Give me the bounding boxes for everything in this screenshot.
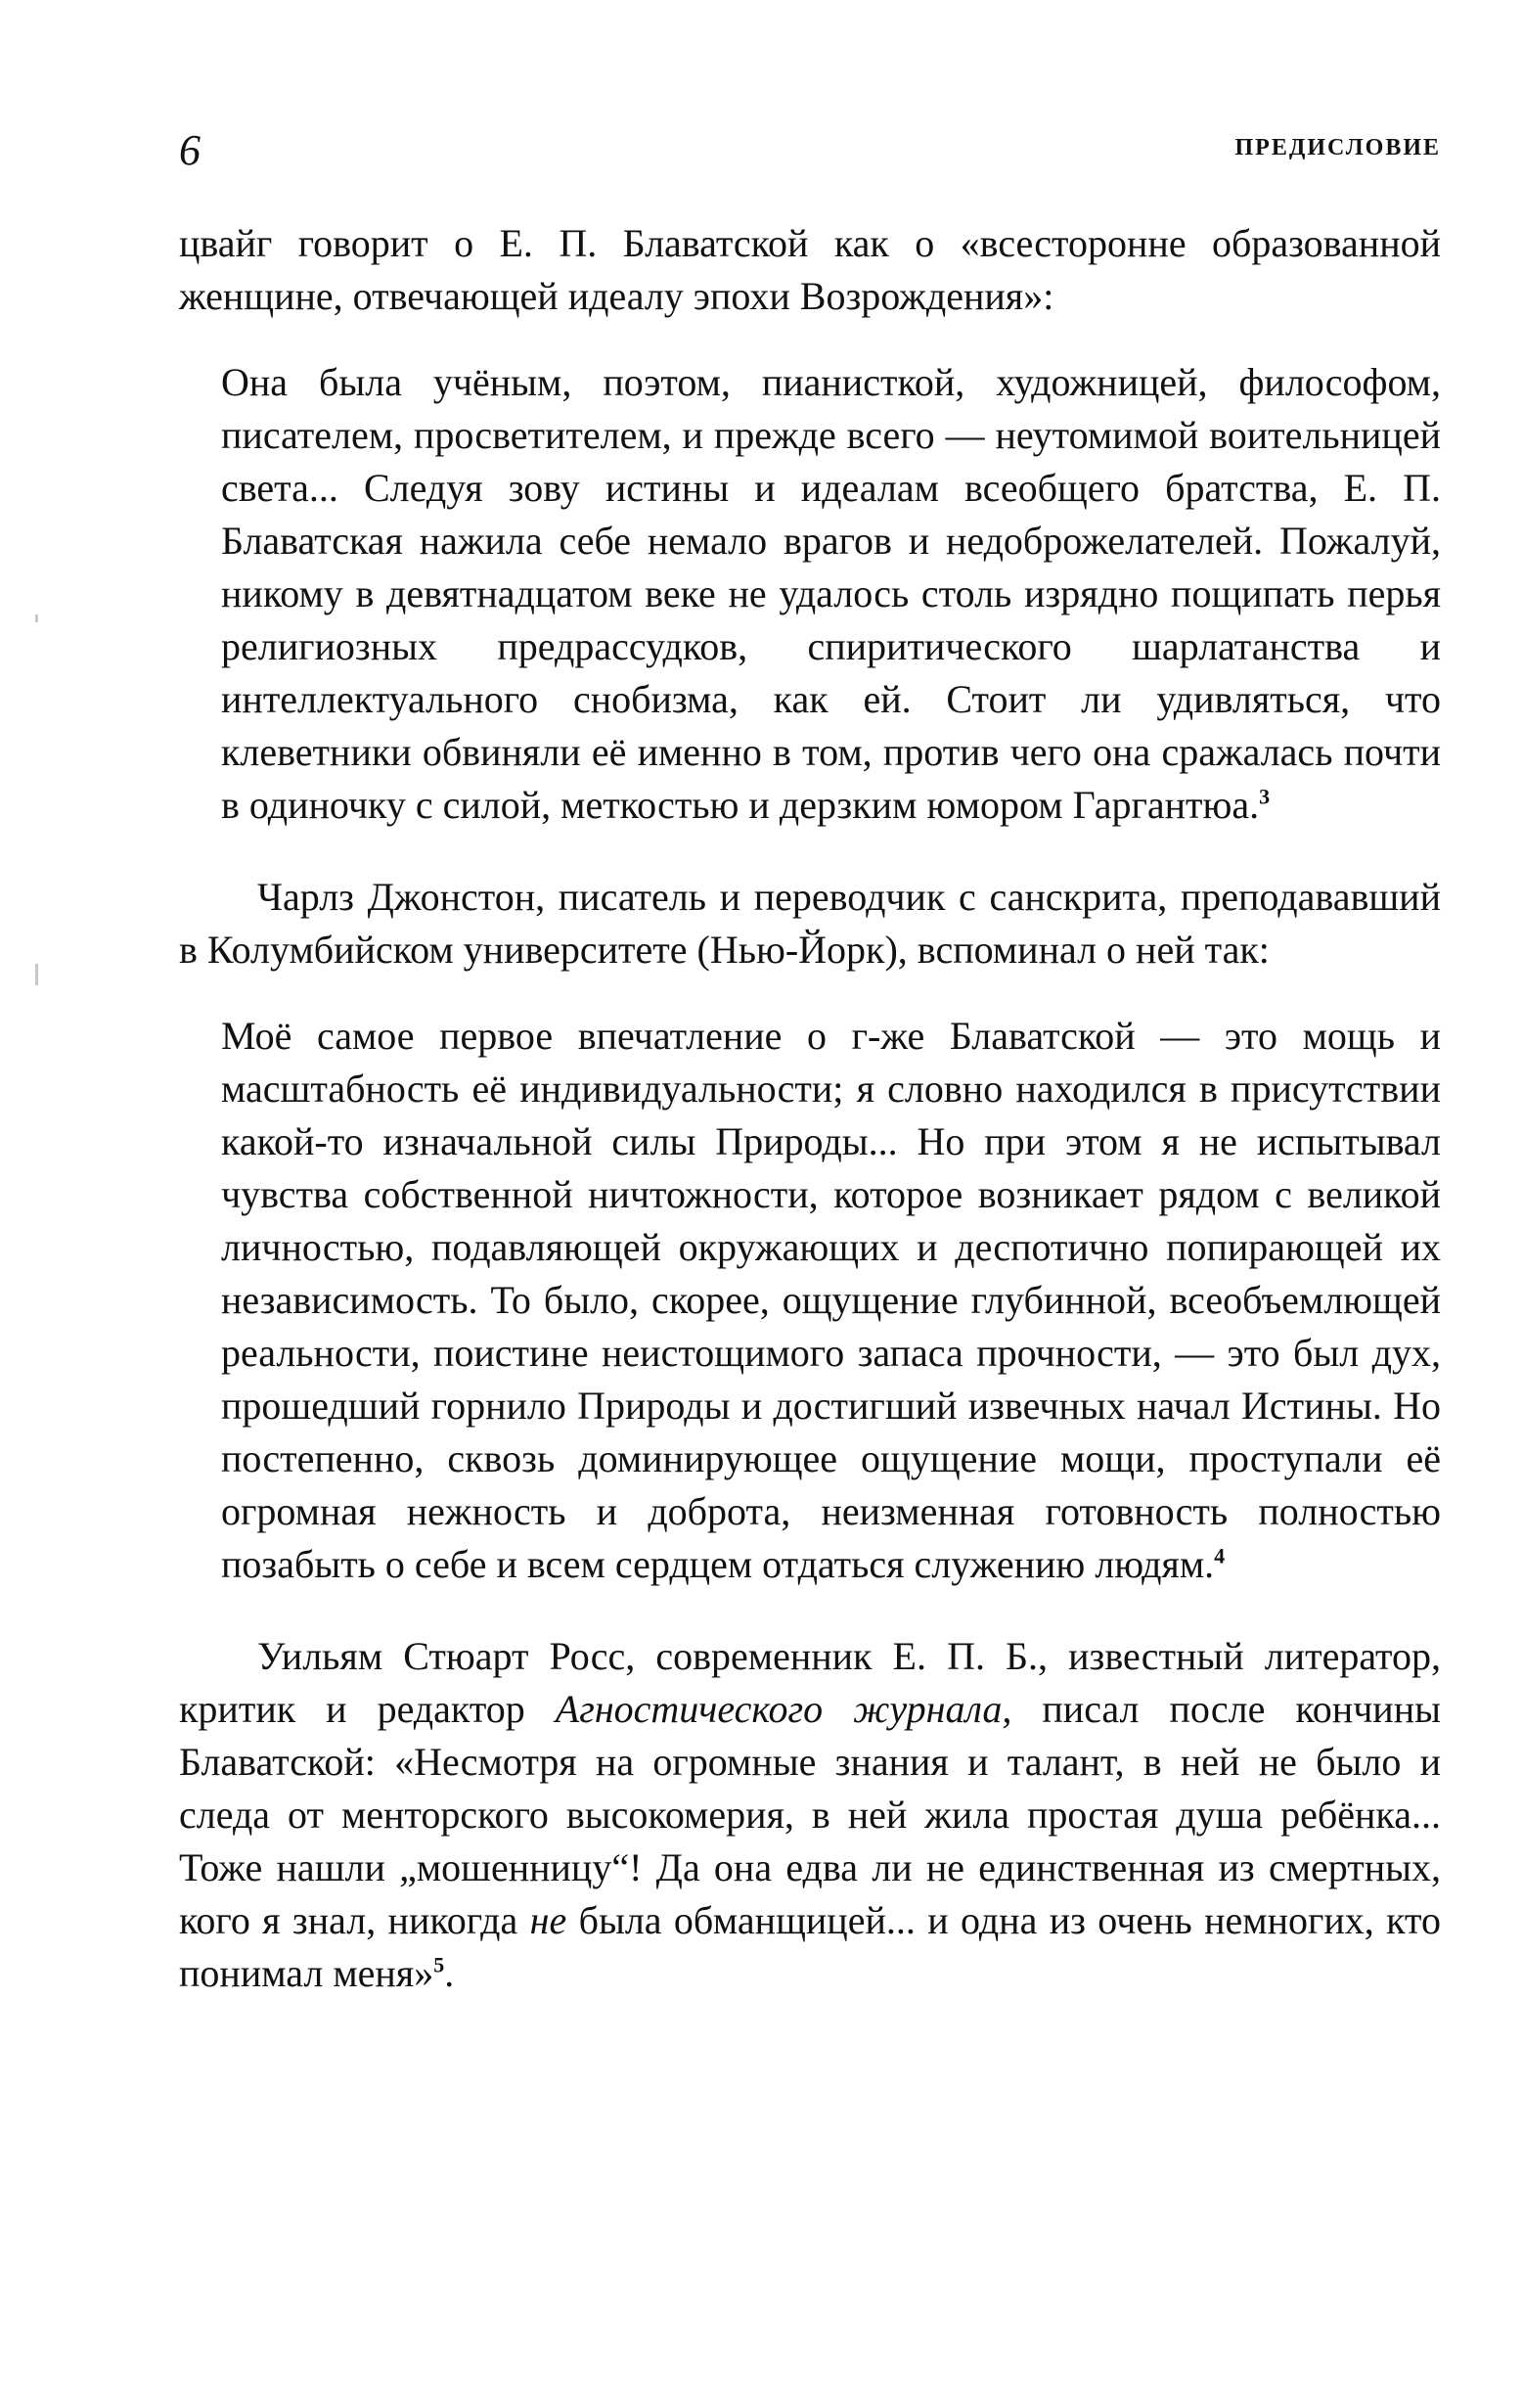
paragraph-text: Уильям Стюарт Росс, современник Е. П. Б., известный литератор, критик и редактор bbox=[179, 1634, 1441, 1731]
footnote-ref: 4 bbox=[1214, 1543, 1226, 1568]
running-head bbox=[179, 125, 1441, 184]
section-title: ПРЕДИСЛОВИЕ bbox=[1234, 135, 1441, 160]
paragraph-text: цвайг говорит о Е. П. Блаватской как о «всесторонне образованной женщине, отвечающей идеалу эпохи Возрождения»: bbox=[179, 221, 1441, 318]
paragraph bbox=[179, 1630, 1441, 2000]
page-number: 6 bbox=[179, 126, 201, 174]
margin-mark bbox=[35, 964, 38, 985]
body-text bbox=[179, 217, 1441, 2000]
paragraph bbox=[179, 871, 1441, 977]
paragraph-text: была обманщицей... и одна из очень немногих, кто понимал меня» bbox=[179, 1898, 1442, 1995]
margin-mark bbox=[35, 614, 38, 622]
footnote-ref: 5 bbox=[433, 1952, 445, 1977]
quote-text: Моё самое первое впечатление о г-же Блаватской — это мощь и масштабность её индивидуальности; я словно находился в присутствии какой-то изначальной силы Природы... Но при этом я не испытывал чувства собственной ничтожности, которое возникает рядом с великой личностью, подавляющей окружающих и деспотично попирающей их независимость. То было, скорее, ощущение глубинной, всеобъемлющей реальности, поистине неистощимого запаса прочности, — это был дух, прошедший горнило Природы и достигший извечных начал Истины. Но постепенно, сквозь доминирующее ощущение мощи, проступали её огромная нежность и доброта, неизменная готовность полностью позабыть о себе и всем сердцем отдаться служению людям. bbox=[221, 1014, 1441, 1586]
block-quote bbox=[179, 1010, 1441, 1591]
paragraph-text: Чарлз Джонстон, писатель и переводчик с санскрита, преподававший в Колумбийском университете (Нью-Йорк), вспоминал о ней так: bbox=[179, 875, 1441, 972]
block-quote bbox=[179, 356, 1441, 832]
quote-text: Она была учёным, поэтом, пианисткой, художницей, философом, писателем, просветителем, и прежде всего — неутомимой воительницей света... Следуя зову истины и идеалам всеобщего братства, Е. П. Блаватская нажила себе немало врагов и недоброжелателей. Пожалуй, никому в девятнадцатом веке не удалось столь изрядно пощипать перья религиозных предрассудков, спиритического шарлатанства и интеллектуального снобизма, как ей. Стоит ли удивляться, что клеветники обвиняли её именно в том, против чего она сражалась почти в одиночку с силой, меткостью и дерзким юмором Гаргантюа. bbox=[221, 360, 1441, 827]
paragraph-end: . bbox=[444, 1951, 455, 1995]
paragraph-text: писал после кончины Блаватской: «Несмотря на огромные знания и талант, в ней не было и следа от менторского высокомерия, в ней жила простая душа ребёнка... Тоже нашли „мошенницу“! Да она едва ли не единственная из смертных, кого я знал, никогда bbox=[179, 1687, 1441, 1942]
paragraph bbox=[179, 217, 1441, 323]
journal-title: Агностического журнала, bbox=[555, 1687, 1012, 1731]
emphasis: не bbox=[529, 1898, 567, 1942]
footnote-ref: 3 bbox=[1259, 784, 1271, 809]
